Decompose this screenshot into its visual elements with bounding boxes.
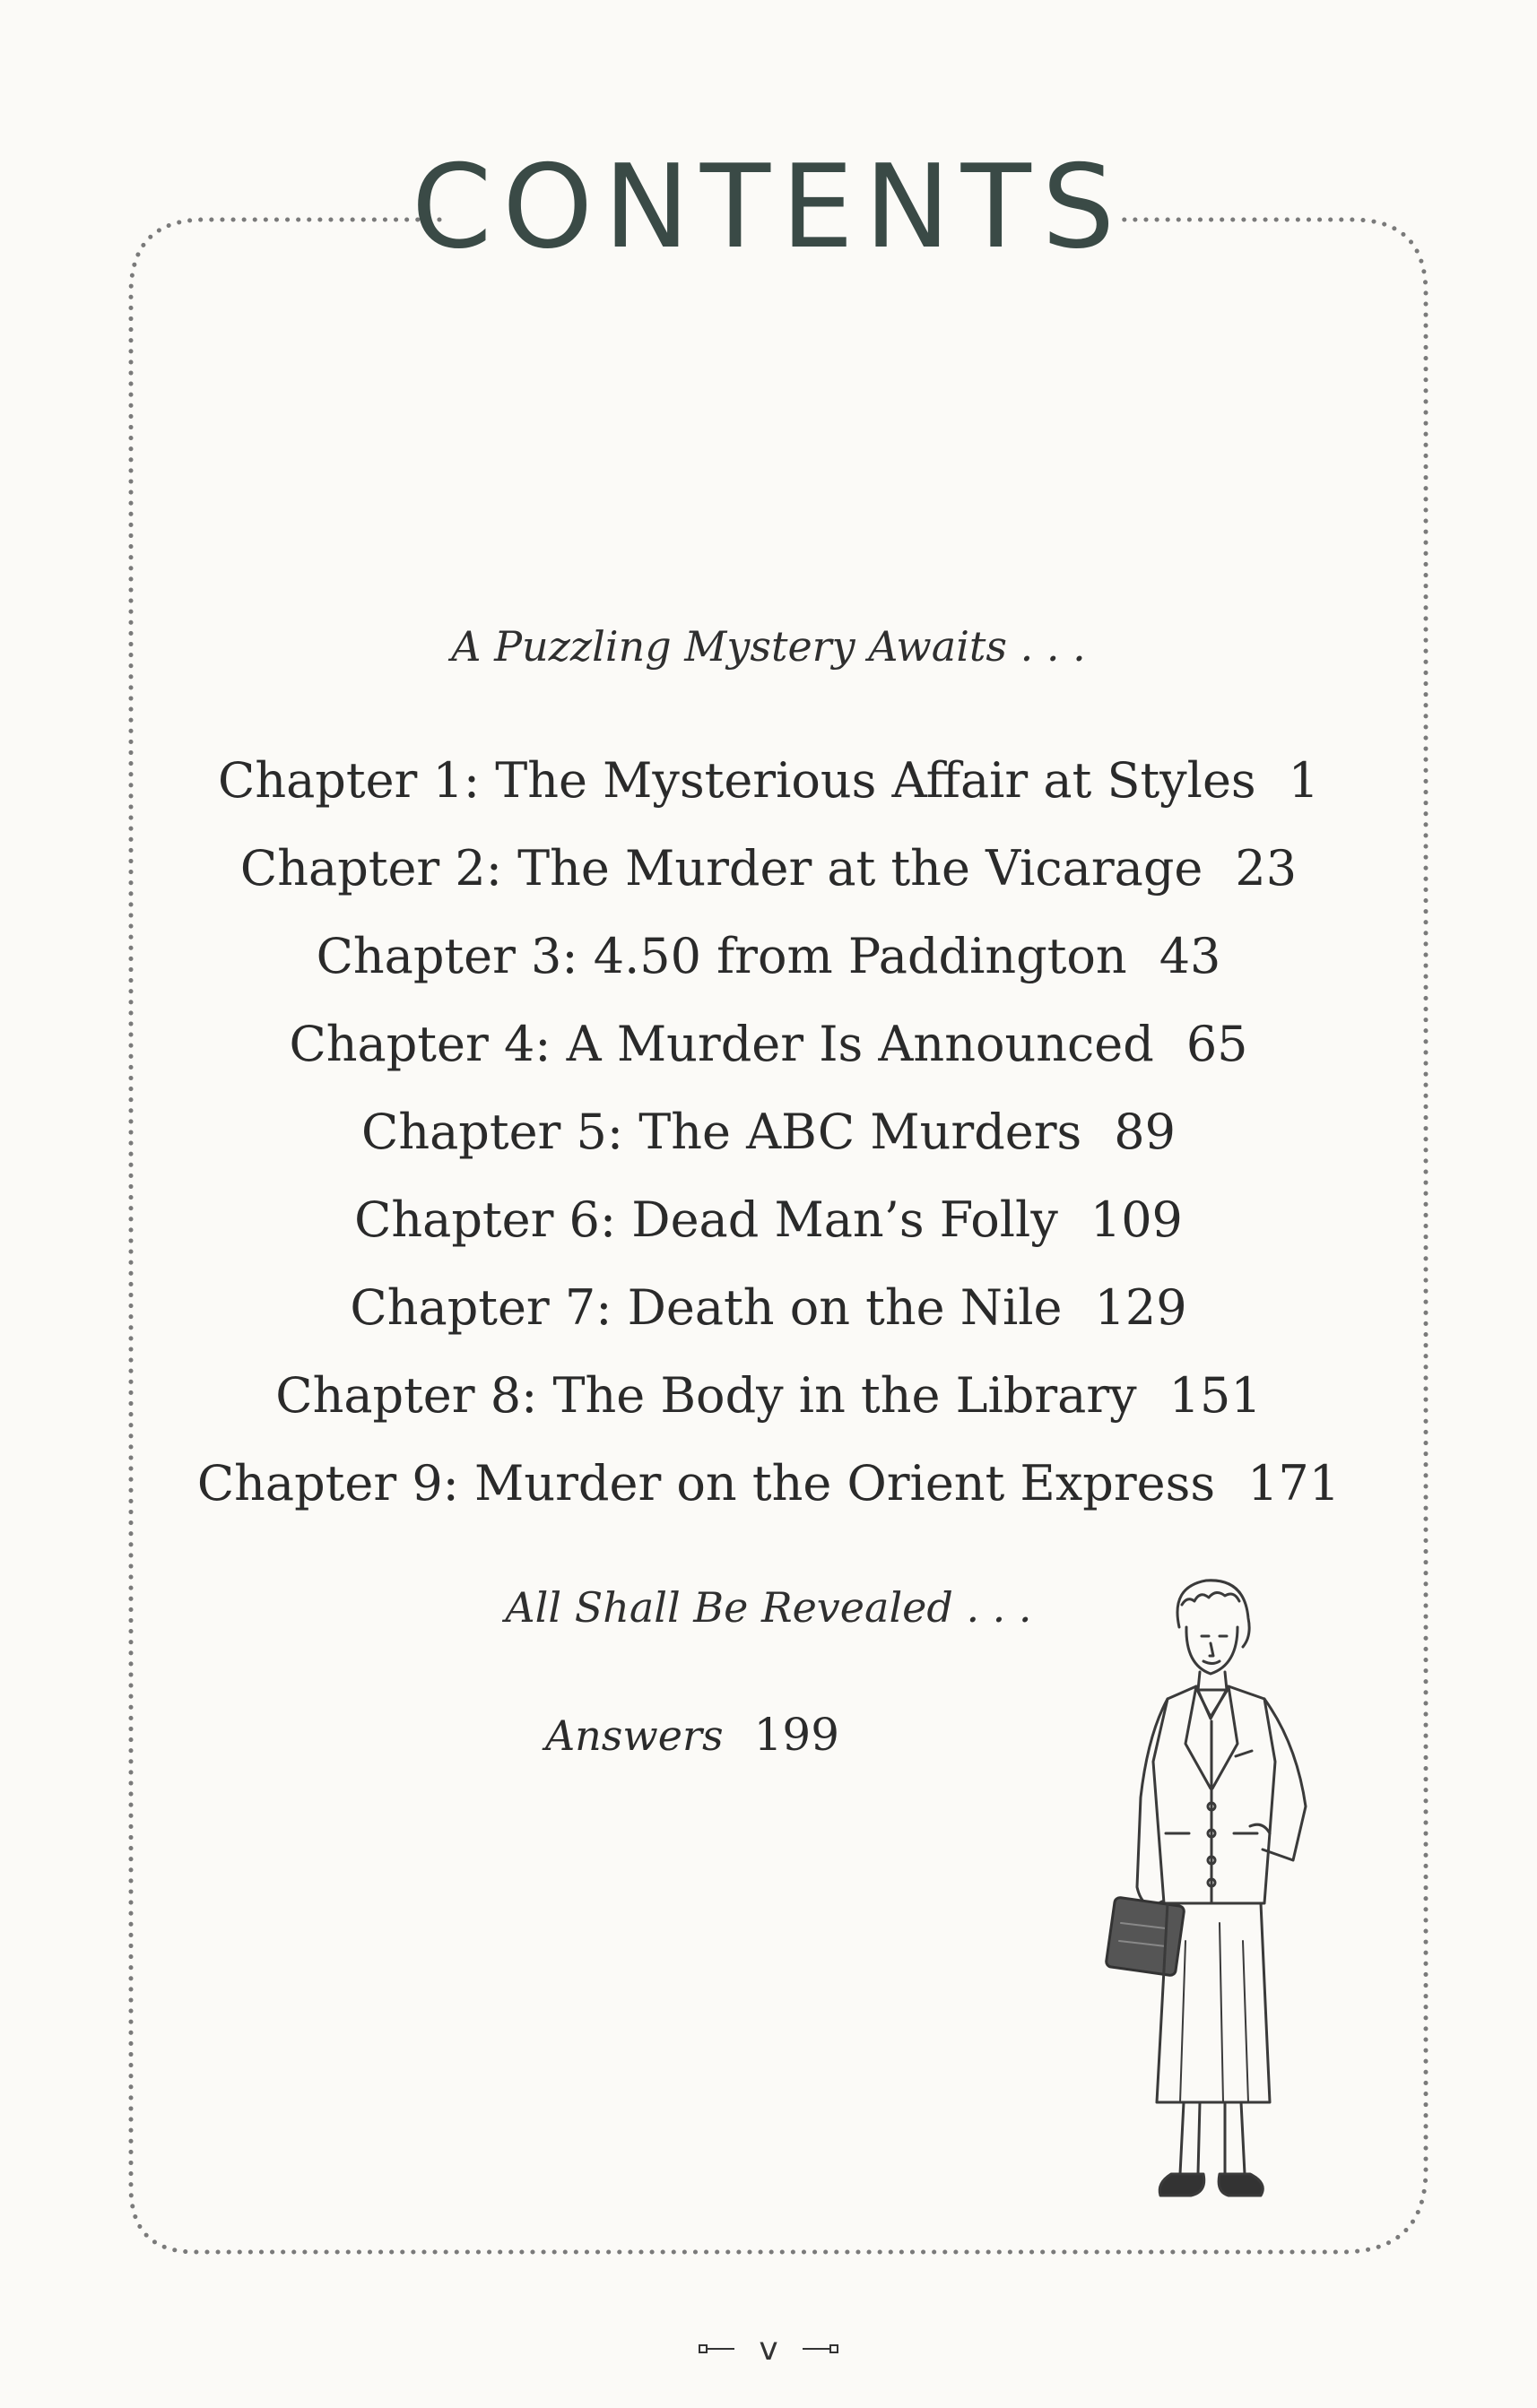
page-number: 65 <box>1185 1016 1248 1072</box>
chapter-title: Chapter 7: Death on the Nile <box>350 1279 1063 1336</box>
folio-ornament-left <box>699 2343 736 2355</box>
page-number-roman: v <box>759 2330 778 2368</box>
chapter-title: Chapter 6: Dead Man’s Folly <box>354 1191 1058 1248</box>
page-number: 1 <box>1288 752 1319 809</box>
chapter-title: Chapter 4: A Murder Is Announced <box>289 1016 1154 1072</box>
page-number: 109 <box>1090 1191 1183 1248</box>
reveal-heading: All Shall Be Revealed . . . <box>505 1583 1032 1632</box>
toc-entry[interactable] <box>0 737 1537 825</box>
page-folio <box>0 2329 1537 2368</box>
page-number: 89 <box>1114 1104 1176 1160</box>
page-number: 129 <box>1094 1279 1187 1336</box>
toc-entry[interactable] <box>0 1088 1537 1176</box>
folio-ornament-right <box>801 2343 838 2355</box>
chapter-title: Chapter 2: The Murder at the Vicarage <box>239 840 1203 897</box>
toc-entry[interactable] <box>0 1352 1537 1440</box>
page-number: 43 <box>1159 928 1221 984</box>
chapter-title: Chapter 8: The Body in the Library <box>275 1367 1137 1424</box>
chapter-title: Chapter 3: 4.50 from Paddington <box>316 928 1127 984</box>
page-title: CONTENTS <box>411 141 1126 274</box>
chapter-title: Chapter 1: The Mysterious Affair at Styles <box>218 752 1256 809</box>
chapter-title: Chapter 9: Murder on the Orient Express <box>196 1455 1216 1511</box>
toc-entry[interactable] <box>0 913 1537 1000</box>
toc-entry[interactable] <box>0 1264 1537 1352</box>
table-of-contents <box>0 737 1537 1528</box>
toc-entry[interactable] <box>0 1440 1537 1528</box>
page-number: 151 <box>1168 1367 1262 1424</box>
intro-heading: A Puzzling Mystery Awaits . . . <box>451 622 1086 671</box>
chapter-title: Chapter 5: The ABC Murders <box>361 1104 1082 1160</box>
page-number: 23 <box>1235 840 1298 897</box>
answers-page-number: 199 <box>753 1709 840 1761</box>
detective-woman-illustration <box>1085 1564 1345 2210</box>
answers-label: Answers <box>544 1711 724 1760</box>
page-number: 171 <box>1247 1455 1341 1511</box>
toc-entry[interactable] <box>0 1000 1537 1088</box>
toc-entry[interactable] <box>0 1176 1537 1264</box>
toc-entry[interactable] <box>0 825 1537 913</box>
